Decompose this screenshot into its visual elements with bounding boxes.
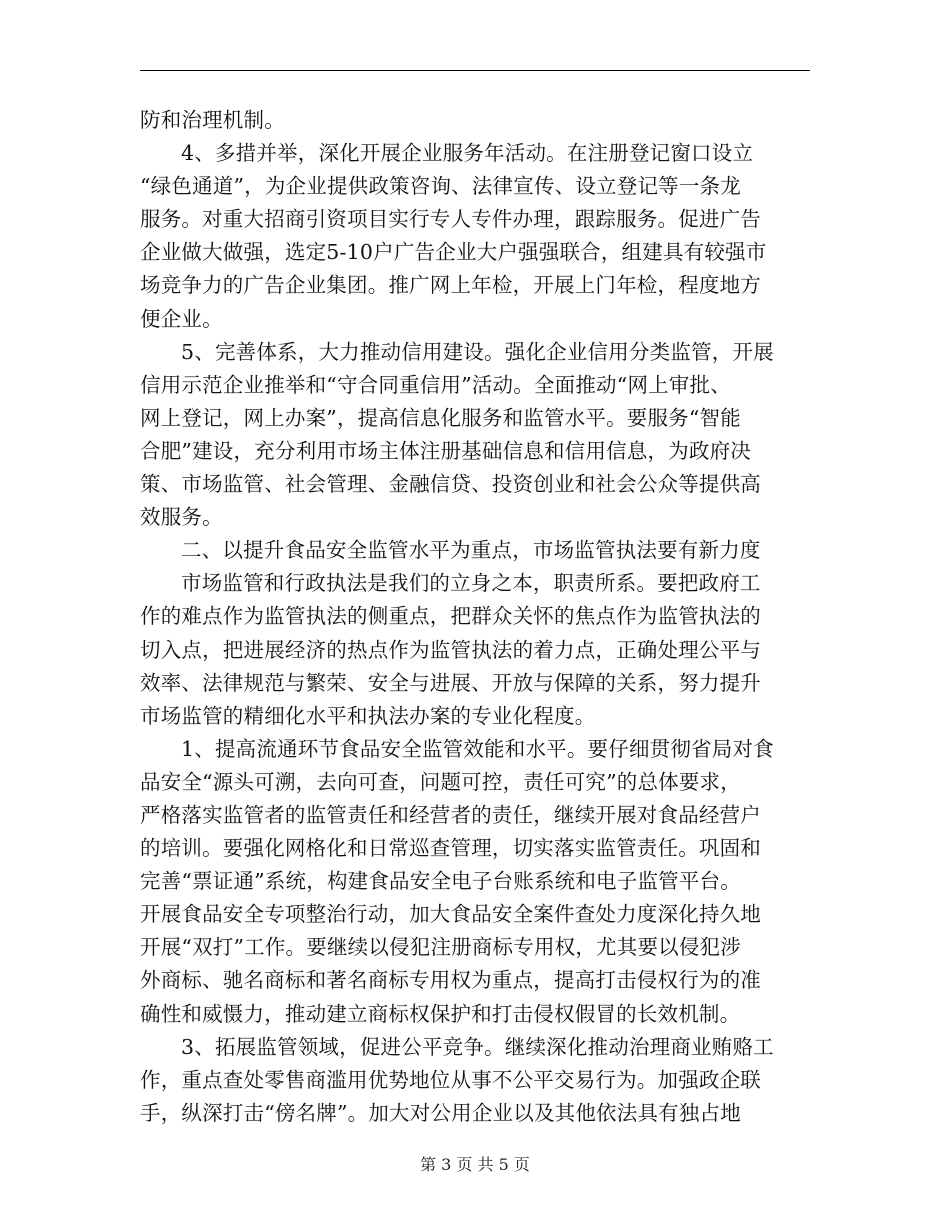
text-line: 市场监管的精细化水平和执法办案的专业化程度。 [140,703,596,728]
text-line: 4、多措并举，深化开展企业服务年活动。在注册登记窗口设立 [181,141,754,166]
text-line: 开展“双打”工作。要继续以侵犯注册商标专用权，尤其要以侵犯涉 [140,935,741,960]
text-line: 便企业。 [140,306,223,331]
text-line: 严格落实监管者的监管责任和经营者的责任，继续开展对食品经营户 [140,802,761,827]
text-line: 防和治理机制。 [140,108,285,132]
text-line: 切入点，把进展经济的热点作为监管执法的着力点，正确处理公平与 [140,637,761,662]
header-rule [140,70,810,71]
text-line: 效服务。 [140,505,223,530]
text-line: 信用示范企业推举和“守合同重信用”活动。全面推动“网上审批、 [140,372,731,397]
text-line: “绿色通道”，为企业提供政策咨询、法律宣传、设立登记等一条龙 [140,174,741,199]
text-line: 的培训。要强化网格化和日常巡查管理，切实落实监管责任。巩固和 [140,836,761,861]
text-line: 5、完善体系，大力推动信用建设。强化企业信用分类监管，开展 [181,339,774,364]
text-line: 二、以提升食品安全监管水平为重点，市场监管执法要有新力度 [181,538,761,563]
text-line: 服务。对重大招商引资项目实行专人专件办理，跟踪服务。促进广告 [140,207,761,232]
text-line: 合肥”建设，充分利用市场主体注册基础信息和信用信息，为政府决 [140,438,751,463]
text-line: 外商标、驰名商标和著名商标专用权为重点，提高打击侵权行为的准 [140,968,761,993]
text-line: 作，重点查处零售商滥用优势地位从事不公平交易行为。加强政企联 [140,1067,761,1092]
text-line: 市场监管和行政执法是我们的立身之本，职责所系。要把政府工 [181,571,761,596]
text-line: 手，纵深打击“傍名牌”。加大对公用企业以及其他依法具有独占地 [140,1100,741,1125]
text-line: 品安全“源头可溯，去向可查，问题可控，责任可究”的总体要求， [140,769,741,794]
text-line: 3、拓展监管领域，促进公平竞争。继续深化推动治理商业贿赂工 [181,1034,774,1059]
text-line: 完善“票证通”系统，构建食品安全电子台账系统和电子监管平台。 [140,869,741,894]
page-number: 第 3 页 共 5 页 [420,1155,530,1174]
text-line: 作的难点作为监管执法的侧重点，把群众关怀的焦点作为监管执法的 [140,604,761,629]
text-line: 效率、法律规范与繁荣、安全与进展、开放与保障的关系，努力提升 [140,670,761,695]
document-body [140,104,810,1130]
text-line: 开展食品安全专项整治行动，加大食品安全案件查处力度深化持久地 [140,902,761,927]
text-line: 场竞争力的广告企业集团。推广网上年检，开展上门年检，程度地方 [140,273,761,298]
text-line: 网上登记，网上办案”，提高信息化服务和监管水平。要服务“智能 [140,405,741,430]
text-line: 策、市场监管、社会管理、金融信贷、投资创业和社会公众等提供高 [140,472,761,497]
text-line: 1、提高流通环节食品安全监管效能和水平。要仔细贯彻省局对食 [181,736,774,761]
text-line: 确性和威慑力，推动建立商标权保护和打击侵权假冒的长效机制。 [140,1001,741,1026]
text-line: 企业做大做强，选定5-10户广告企业大户强强联合，组建具有较强市 [140,240,767,265]
